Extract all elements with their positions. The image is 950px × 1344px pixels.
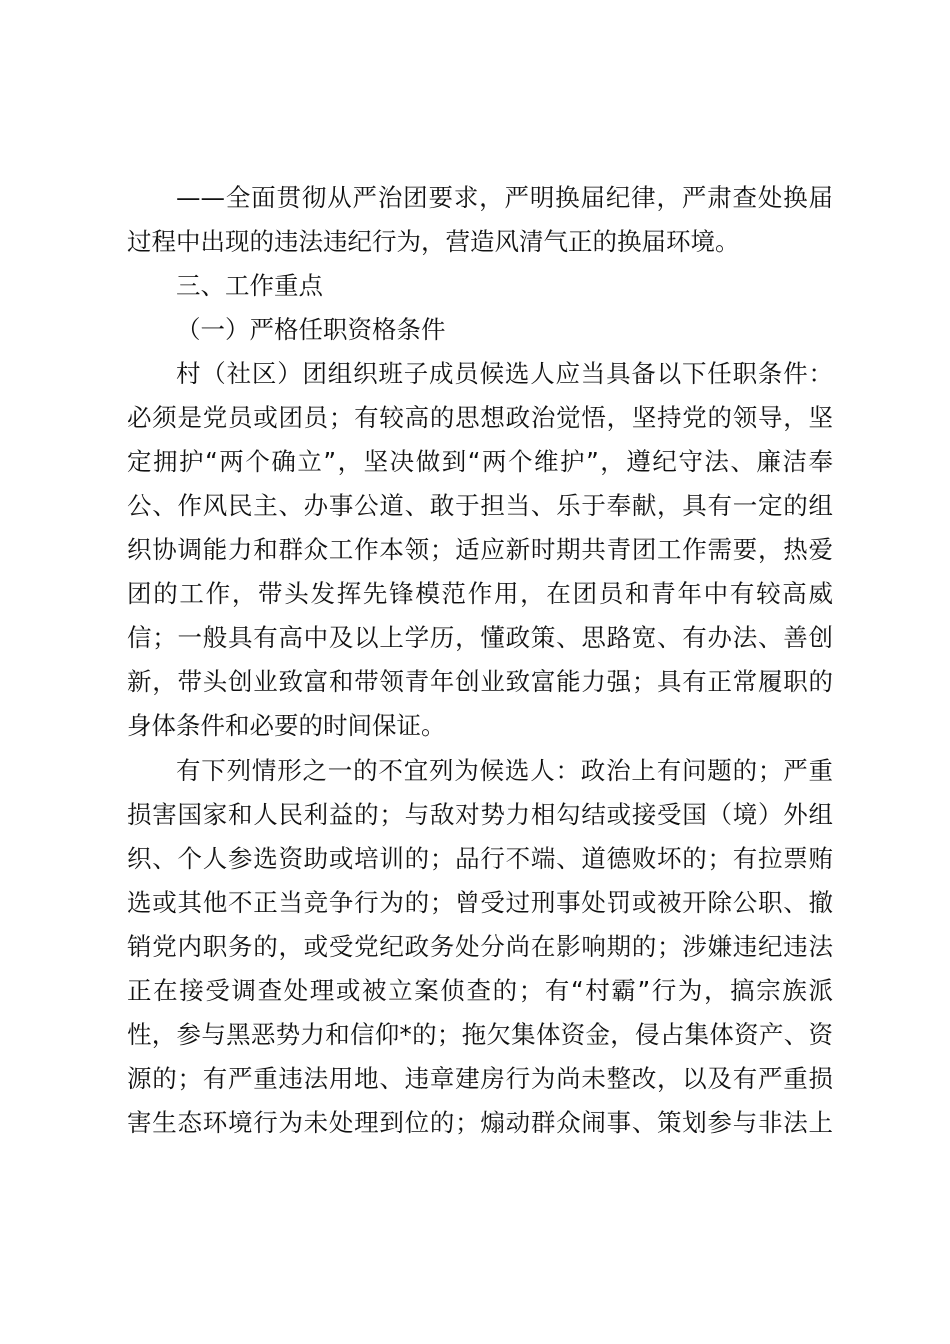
- paragraph-line: 有下列情形之一的不宜列为候选人：政治上有问题的；严重: [176, 756, 833, 785]
- paragraph-line: 团的工作，带头发挥先锋模范作用，在团员和青年中有较高威: [127, 579, 833, 608]
- paragraph-line: 选或其他不正当竞争行为的；曾受过刑事处罚或被开除公职、撤: [127, 888, 833, 917]
- paragraph-line: 过程中出现的违法违纪行为，营造风清气正的换届环境。: [127, 227, 740, 256]
- section-heading: [127, 264, 833, 308]
- qualification-paragraph: [127, 352, 833, 748]
- document-body: [127, 176, 833, 1145]
- paragraph-line: 性，参与黑恶势力和信仰*的；拖欠集体资金，侵占集体资产、资: [127, 1020, 833, 1049]
- paragraph-line: 损害国家和人民利益的；与敌对势力相勾结或接受国（境）外组: [127, 800, 833, 829]
- paragraph-line: 正在接受调查处理或被立案侦查的；有“村霸”行为，搞宗族派: [127, 976, 833, 1005]
- paragraph-line: 织、个人参选资助或培训的；品行不端、道德败坏的；有拉票贿: [127, 844, 833, 873]
- paragraph-line: 新，带头创业致富和带领青年创业致富能力强；具有正常履职的: [127, 667, 833, 696]
- subsection-heading-text: （一）严格任职资格条件: [176, 315, 446, 344]
- disqualification-paragraph: [127, 749, 833, 1145]
- paragraph-line: 害生态环境行为未处理到位的；煽动群众闹事、策划参与非法上: [127, 1108, 833, 1137]
- discipline-paragraph: [127, 176, 833, 264]
- paragraph-line: ——全面贯彻从严治团要求，严明换届纪律，严肃查处换届: [176, 183, 833, 212]
- paragraph-line: 公、作风民主、办事公道、敢于担当、乐于奉献，具有一定的组: [127, 491, 833, 520]
- paragraph-line: 身体条件和必要的时间保证。: [127, 711, 446, 740]
- paragraph-line: 源的；有严重违法用地、违章建房行为尚未整改，以及有严重损: [127, 1064, 833, 1093]
- paragraph-line: 必须是党员或团员；有较高的思想政治觉悟，坚持党的领导，坚: [127, 403, 833, 432]
- paragraph-line: 销党内职务的，或受党纪政务处分尚在影响期的；涉嫌违纪违法: [127, 932, 833, 961]
- paragraph-line: 定拥护“两个确立”，坚决做到“两个维护”，遵纪守法、廉洁奉: [127, 447, 833, 476]
- paragraph-line: 村（社区）团组织班子成员候选人应当具备以下任职条件：: [176, 359, 833, 388]
- paragraph-line: 信；一般具有高中及以上学历，懂政策、思路宽、有办法、善创: [127, 623, 833, 652]
- subsection-heading: [127, 308, 833, 352]
- paragraph-line: 织协调能力和群众工作本领；适应新时期共青团工作需要，热爱: [127, 535, 833, 564]
- section-heading-text: 三、工作重点: [176, 271, 323, 300]
